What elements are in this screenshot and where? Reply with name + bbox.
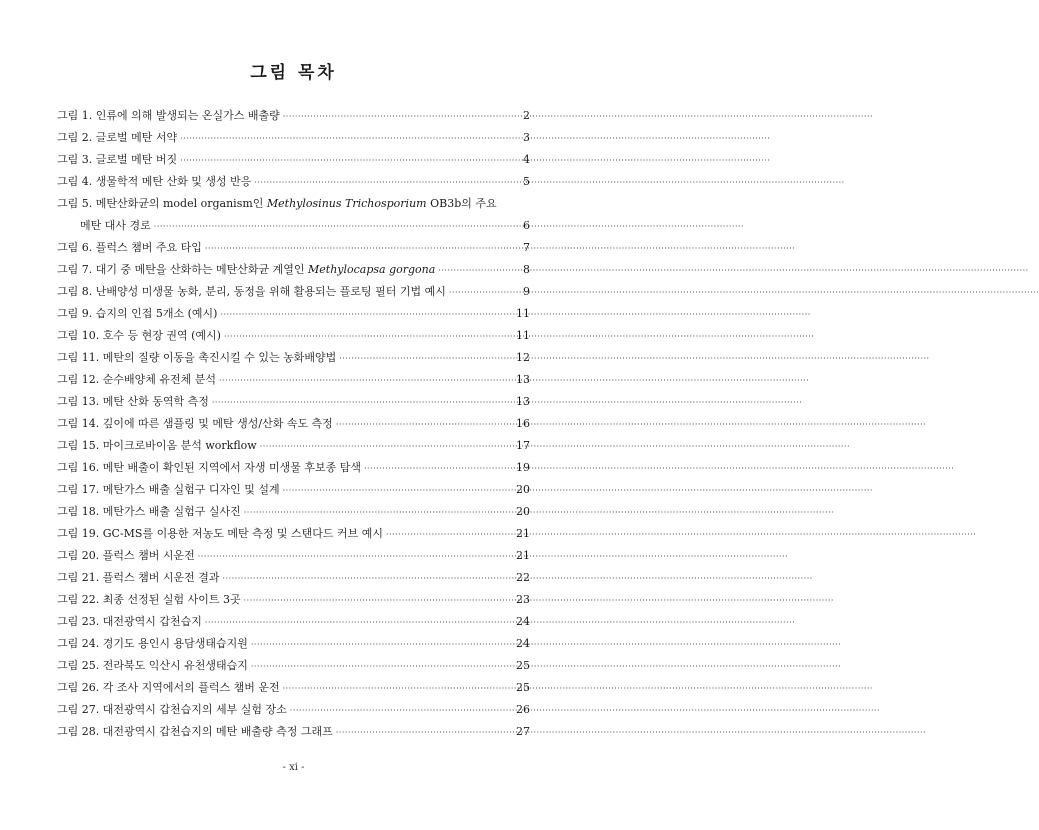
entry-page: 21	[516, 527, 530, 540]
entry-page: 24	[516, 615, 530, 628]
entry-label: 그림 7. 대기 중 메탄을 산화하는 메탄산화균 계열인 Methylocapsa gorgona	[57, 263, 436, 276]
entry-page: 22	[516, 571, 530, 584]
entry-page: 25	[516, 681, 530, 694]
entry-label: 그림 8. 난배양성 미생물 농화, 분리, 동정을 위해 활용되는 플로팅 필터 기법 예시	[57, 285, 446, 298]
toc-entry-22[interactable]	[57, 589, 530, 611]
toc-entry-9[interactable]	[57, 303, 530, 325]
entry-label: 그림 2. 글로벌 메탄 서약	[57, 131, 178, 144]
entry-label: 그림 6. 플럭스 챔버 주요 타입	[57, 241, 202, 254]
entry-page: 12	[516, 351, 530, 364]
toc-entry-6[interactable]	[57, 237, 530, 259]
toc-entry-3[interactable]	[57, 149, 530, 171]
entry-label: 그림 20. 플럭스 챔버 시운전	[57, 549, 195, 562]
toc-entry-25[interactable]	[57, 655, 530, 677]
entry-label: 그림 9. 습지의 인접 5개소 (예시)	[57, 307, 218, 320]
toc-entry-26[interactable]	[57, 677, 530, 699]
entry-label: 그림 28. 대전광역시 갑천습지의 메탄 배출량 측정 그래프	[57, 725, 333, 738]
toc-entry-13[interactable]	[57, 391, 530, 413]
entry-page: 25	[516, 659, 530, 672]
figure-list	[57, 105, 530, 743]
entry-page: 5	[523, 175, 530, 188]
entry-page: 9	[523, 285, 530, 298]
entry-label: 그림 10. 호수 등 현장 권역 (예시)	[57, 329, 221, 342]
entry-label: 그림 19. GC-MS를 이용한 저농도 메탄 측정 및 스탠다드 커브 예시	[57, 527, 383, 540]
entry-page: 6	[523, 219, 530, 232]
toc-entry-17[interactable]	[57, 479, 530, 501]
entry-page: 24	[516, 637, 530, 650]
toc-entry-2[interactable]	[57, 127, 530, 149]
entry-label: 그림 1. 인류에 의해 발생되는 온실가스 배출량	[57, 109, 280, 122]
entry-label: 그림 12. 순수배양체 유전체 분석	[57, 373, 216, 386]
entry-page: 13	[516, 373, 530, 386]
page-number-footer: - xi -	[282, 762, 305, 773]
toc-entry-23[interactable]	[57, 611, 530, 633]
entry-page: 13	[516, 395, 530, 408]
toc-entry-24[interactable]	[57, 633, 530, 655]
toc-entry-21[interactable]	[57, 567, 530, 589]
entry-label: 그림 4. 생물학적 메탄 산화 및 생성 반응	[57, 175, 252, 188]
toc-entry-11[interactable]	[57, 347, 530, 369]
toc-entry-10[interactable]	[57, 325, 530, 347]
entry-label: 그림 16. 메탄 배출이 확인된 지역에서 자생 미생물 후보종 탐색	[57, 461, 361, 474]
entry-label: 그림 26. 각 조사 지역에서의 플럭스 챔버 운전	[57, 681, 280, 694]
entry-page: 26	[516, 703, 530, 716]
entry-page: 20	[516, 483, 530, 496]
entry-page: 7	[523, 241, 530, 254]
toc-entry-16[interactable]	[57, 457, 530, 479]
toc-entry-15[interactable]	[57, 435, 530, 457]
entry-label: 메탄 대사 경로	[80, 219, 151, 232]
toc-entry-14[interactable]	[57, 413, 530, 435]
entry-label: 그림 27. 대전광역시 갑천습지의 세부 실험 장소	[57, 703, 287, 716]
entry-page: 19	[516, 461, 530, 474]
toc-entry-5-line2[interactable]	[57, 215, 530, 237]
entry-page: 21	[516, 549, 530, 562]
toc-entry-5-line1[interactable]	[57, 193, 530, 215]
entry-label: 그림 5. 메탄산화균의 model organism인 Methylosinus Trichosporium OB3b의 주요	[57, 197, 497, 210]
entry-page: 11	[516, 329, 530, 342]
entry-label: 그림 15. 마이크로바이옴 분석 workflow	[57, 439, 257, 452]
entry-label: 그림 24. 경기도 용인시 용담생태습지원	[57, 637, 248, 650]
entry-label: 그림 18. 메탄가스 배출 실험구 실사진	[57, 505, 241, 518]
entry-label: 그림 17. 메탄가스 배출 실험구 디자인 및 설계	[57, 483, 280, 496]
entry-page: 4	[523, 153, 530, 166]
toc-entry-18[interactable]	[57, 501, 530, 523]
entry-page: 17	[516, 439, 530, 452]
toc-entry-27[interactable]	[57, 699, 530, 721]
entry-label: 그림 22. 최종 선정된 실험 사이트 3곳	[57, 593, 241, 606]
toc-entry-4[interactable]	[57, 171, 530, 193]
entry-page: 11	[516, 307, 530, 320]
entry-label: 그림 11. 메탄의 질량 이동을 촉진시킬 수 있는 농화배양법	[57, 351, 337, 364]
toc-entry-19[interactable]	[57, 523, 530, 545]
toc-entry-7[interactable]	[57, 259, 530, 281]
entry-page: 2	[523, 109, 530, 122]
entry-page: 20	[516, 505, 530, 518]
toc-entry-1[interactable]	[57, 105, 530, 127]
page-title: 그림 목차	[250, 63, 337, 83]
entry-label: 그림 14. 깊이에 따른 샘플링 및 메탄 생성/산화 속도 측정	[57, 417, 333, 430]
entry-label: 그림 23. 대전광역시 갑천습지	[57, 615, 202, 628]
entry-page: 23	[516, 593, 530, 606]
entry-page: 8	[523, 263, 530, 276]
entry-page: 16	[516, 417, 530, 430]
entry-label: 그림 25. 전라북도 익산시 유천생태습지	[57, 659, 248, 672]
toc-entry-20[interactable]	[57, 545, 530, 567]
toc-entry-8[interactable]	[57, 281, 530, 303]
entry-label: 그림 21. 플럭스 챔버 시운전 결과	[57, 571, 220, 584]
entry-page: 27	[516, 725, 530, 738]
entry-label: 그림 3. 글로벌 메탄 버짓	[57, 153, 178, 166]
toc-entry-12[interactable]	[57, 369, 530, 391]
toc-entry-28[interactable]	[57, 721, 530, 743]
entry-label: 그림 13. 메탄 산화 동역학 측정	[57, 395, 209, 408]
entry-page: 3	[523, 131, 530, 144]
